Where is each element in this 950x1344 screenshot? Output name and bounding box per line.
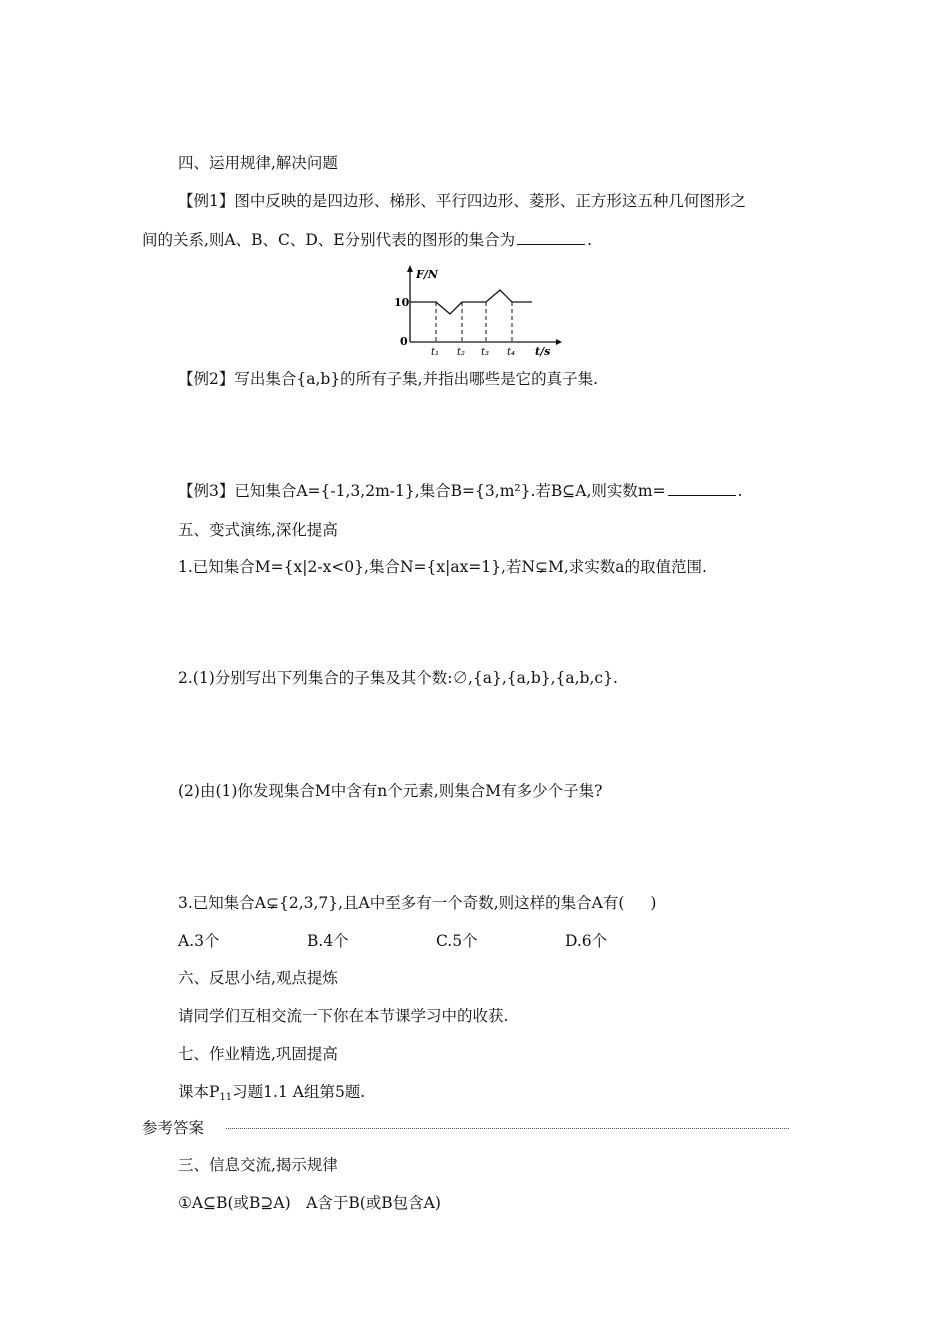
- y-tick-10: 10: [394, 296, 410, 309]
- origin-label: 0: [400, 335, 408, 348]
- example3: [178, 481, 743, 501]
- section6-title: 六、反思小结,观点提炼: [178, 969, 338, 987]
- section7-text: [178, 1082, 365, 1108]
- section7-text-before: 课本P: [178, 1083, 220, 1101]
- question2-part2: (2)由(1)你发现集合M中含有n个元素,则集合M有多少个子集?: [178, 782, 603, 800]
- x-tick-t4: t₄: [507, 347, 516, 358]
- y-axis-label: F/N: [416, 268, 438, 281]
- example1-line1: 【例1】图中反映的是四边形、梯形、平行四边形、菱形、正方形这五种几何图形之: [178, 192, 746, 210]
- example2: 【例2】写出集合{a,b}的所有子集,并指出哪些是它的真子集.: [178, 370, 599, 388]
- question3-option-c: C.5个: [436, 932, 478, 950]
- x-tick-t2: t₂: [457, 347, 466, 358]
- dotted-divider: [226, 1128, 789, 1129]
- section5-title: 五、变式演练,深化提高: [178, 521, 338, 539]
- x-tick-t1: t₁: [431, 347, 440, 358]
- section6-text: 请同学们互相交流一下你在本节课学习中的收获.: [178, 1007, 509, 1025]
- section7-text-sub: 11: [219, 1092, 233, 1103]
- answers-section3-title: 三、信息交流,揭示规律: [178, 1156, 338, 1174]
- example1-line2: [142, 230, 592, 250]
- force-time-graph: [370, 262, 570, 360]
- question3-stem: 3.已知集合A⊊{2,3,7},且A中至多有一个奇数,则这样的集合A有(: [178, 894, 625, 912]
- answer-blank: [668, 481, 736, 496]
- example1-line2-text: 间的关系,则A、B、C、D、E分别代表的图形的集合为: [142, 231, 516, 249]
- x-tick-t3: t₃: [481, 347, 490, 358]
- question3-option-d: D.6个: [565, 932, 608, 950]
- example3-end: .: [737, 482, 743, 500]
- question3-stem-end: ): [650, 894, 657, 912]
- section4-title: 四、运用规律,解决问题: [178, 154, 338, 172]
- question3: [178, 893, 656, 913]
- answer-blank: [517, 230, 585, 245]
- question1: 1.已知集合M={x|2-x<0},集合N={x|ax=1},若N⊊M,求实数a的取值范围.: [178, 558, 707, 576]
- x-axis-label: t/s: [535, 345, 551, 358]
- section7-title: 七、作业精选,巩固提高: [178, 1045, 338, 1063]
- section7-text-after: 习题1.1 A组第5题.: [232, 1083, 366, 1101]
- example1-end: .: [587, 231, 593, 249]
- question3-option-b: B.4个: [307, 932, 349, 950]
- question2-part1: 2.(1)分别写出下列集合的子集及其个数:∅,{a},{a,b},{a,b,c}.: [178, 669, 618, 687]
- answers-label: 参考答案: [142, 1119, 205, 1137]
- answers-item1: ①A⊆B(或B⊇A) A含于B(或B包含A): [178, 1194, 441, 1212]
- example3-text: 【例3】已知集合A={-1,3,2m-1},集合B={3,m²}.若B⊆A,则实数m=: [178, 482, 666, 500]
- question3-option-a: A.3个: [178, 932, 220, 950]
